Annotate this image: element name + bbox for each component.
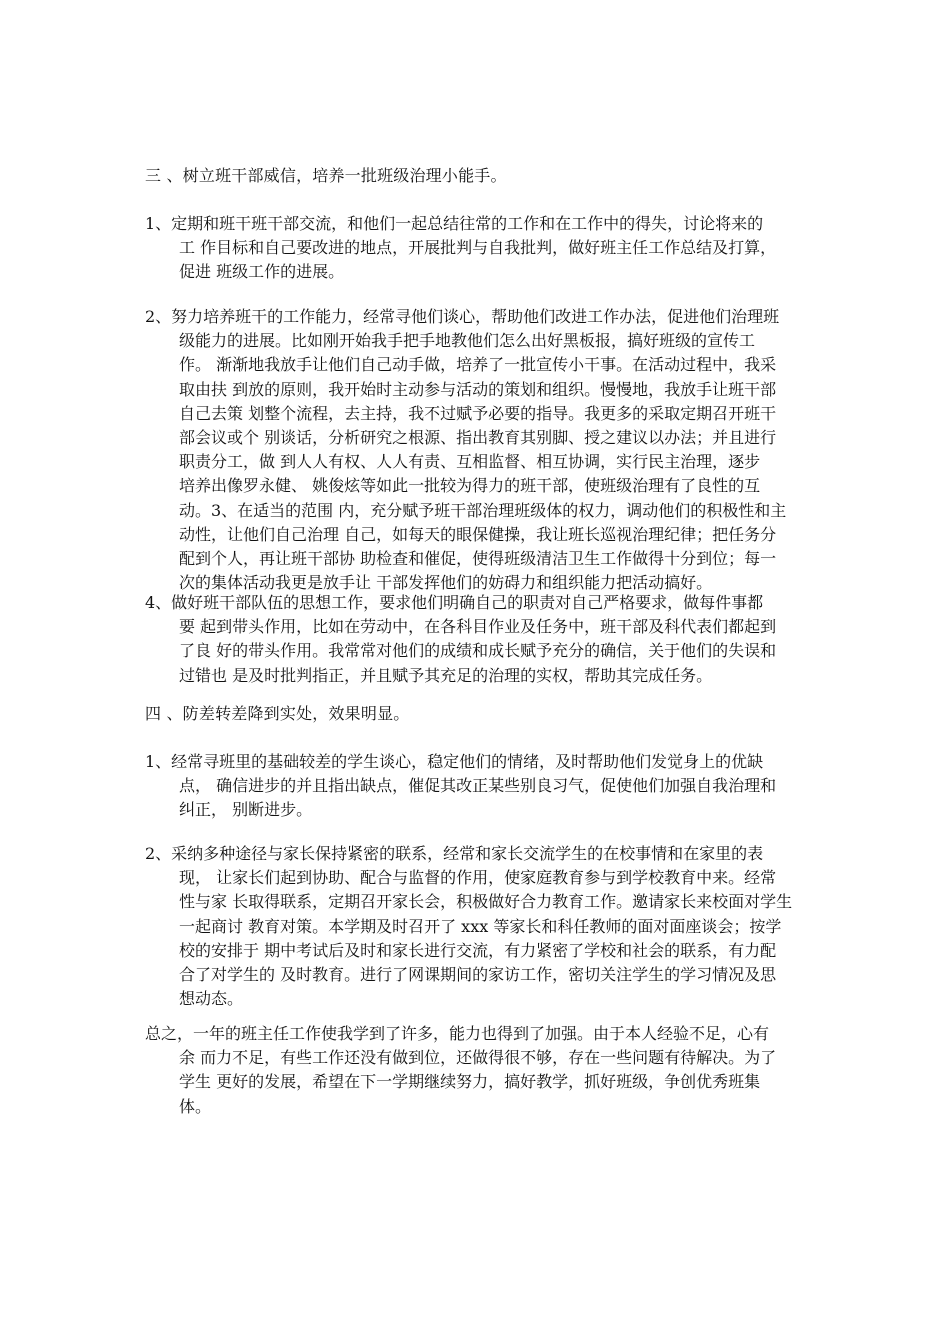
conclusion-paragraph [145,1022,815,1119]
text-line: 合了对学生的 及时教育。进行了网课期间的家访工作，密切关注学生的学习情况及思 [179,965,777,985]
text-line: 级能力的进展。比如刚开始我手把手地教他们怎么出好黑板报，搞好班级的宣传工 [179,331,756,351]
paragraph-3-2 [145,305,815,595]
text-line: 要 起到带头作用，比如在劳动中，在各科目作业及任务中，班干部及科代表们都起到 [179,617,777,637]
text-line: 点， 确信进步的并且指出缺点，催促其改正某些别良习气，促使他们加强自我治理和 [179,776,777,796]
text-line: 自己去策 划整个流程，去主持，我不过赋予必要的指导。我更多的采取定期召开班干 [179,403,777,423]
text-line: 总之，一年的班主任工作使我学到了许多，能力也得到了加强。由于本人经验不足，心有 [145,1024,770,1043]
text-line: 纠正， 别断进步。 [179,800,313,820]
text-line: 培养出像罗永健、 姚俊炫等如此一批较为得力的班干部，使班级治理有了良性的互 [179,476,761,496]
text-line: 学生 更好的发展，希望在下一学期继续努力，搞好教学，抓好班级，争创优秀班集 [179,1072,761,1092]
text-line: 了良 好的带头作用。我常常对他们的成绩和成长赋予充分的确信，关于他们的失误和 [179,641,777,661]
paragraph-3-1 [145,212,815,285]
text-line: 现， 让家长们起到协助、配合与监督的作用，使家庭教育参与到学校教育中来。经常 [179,868,777,888]
text-line: 部会议或个 别谈话，分析研究之根源、指出教育其别脚、授之建议以办法；并且进行 [179,428,777,448]
text-line: 2、努力培养班干的工作能力，经常寻他们谈心，帮助他们改进工作办法，促进他们治理班 [145,307,780,326]
text-line: 取由扶 到放的原则，我开始时主动参与活动的策划和组织。慢慢地，我放手让班干部 [179,379,777,399]
paragraph-4-1 [145,750,815,823]
text-line: 动性，让他们自己治理 自己，如每天的眼保健操，我让班长巡视治理纪律；把任务分 [179,524,777,544]
paragraph-4-2 [145,842,815,1011]
text-line: 体。 [179,1096,212,1116]
text-line: 2、采纳多种途径与家长保持紧密的联系，经常和家长交流学生的在校事情和在家里的表 [145,844,764,863]
text-line: 一起商讨 教育对策。本学期及时召开了 xxx 等家长和科任教师的面对面座谈会；按学 [179,916,782,936]
text-line: 4、做好班干部队伍的思想工作，要求他们明确自己的职责对自己严格要求，做每件事都 [145,593,764,612]
text-line: 作。 渐渐地我放手让他们自己动手做，培养了一批宣传小干事。在活动过程中，我采 [179,355,777,375]
text-line: 工 作目标和自己要改进的地点，开展批判与自我批判，做好班主任工作总结及打算， [179,238,777,258]
text-line: 配到个人，再让班干部协 助检查和催促，使得班级清洁卫生工作做得十分到位；每一 [179,549,777,569]
text-line: 校的安排于 期中考试后及时和家长进行交流，有力紧密了学校和社会的联系，有力配 [179,940,777,960]
text-line: 次的集体活动我更是放手让 干部发挥他们的妨碍力和组织能力把活动搞好。 [179,573,713,593]
text-line: 过错也 是及时批判指正，并且赋予其充足的治理的实权，帮助其完成任务。 [179,665,713,685]
text-line: 职责分工，做 到人人有权、人人有责、互相监督、相互协调，实行民主治理，逐步 [179,452,761,472]
text-line: 余 而力不足，有些工作还没有做到位，还做得很不够，存在一些问题有待解决。为了 [179,1048,777,1068]
section-heading-3: 三 、树立班干部威信，培养一批班级治理小能手。 [145,166,507,185]
text-line: 动。3、在适当的范围 内，充分赋予班干部治理班级体的权力，调动他们的积极性和主 [179,500,787,520]
text-line: 想动态。 [179,989,244,1009]
text-line: 1、定期和班干班干部交流，和他们一起总结往常的工作和在工作中的得失，讨论将来的 [145,214,764,233]
text-line: 1、经常寻班里的基础较差的学生谈心，稳定他们的情绪，及时帮助他们发觉身上的优缺 [145,752,764,771]
text-line: 性与家 长取得联系，定期召开家长会，积极做好合力教育工作。邀请家长来校面对学生 [179,892,793,912]
text-line: 促进 班级工作的进展。 [179,262,345,282]
section-heading-4: 四 、防差转差降到实处，效果明显。 [145,704,410,723]
paragraph-3-4 [145,591,815,688]
